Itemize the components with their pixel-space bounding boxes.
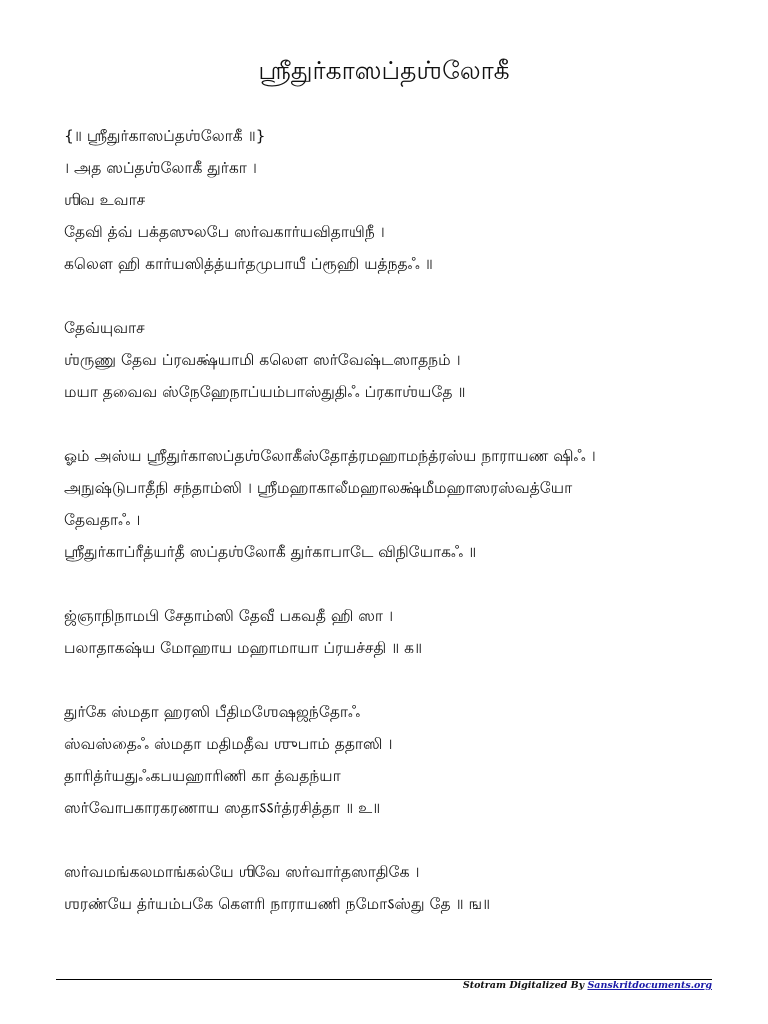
verse-line: {॥ ஶ்ரீதுர்காஸப்தஶ்லோகீ ॥} bbox=[64, 127, 266, 145]
verse-line: । அத ஸப்தஶ்லோகீ துர்கா । bbox=[64, 159, 257, 177]
verse-line: ஸர்வோபகாரகரணாய ஸதாऽऽர்த்ரசித்தா ॥ உ॥ bbox=[64, 799, 381, 817]
verse-line: பலாதாகஷ்ய மோஹாய மஹாமாயா ப்ரயச்சதி ॥ க॥ bbox=[64, 639, 423, 657]
verse-line: ஶிவ உவாச bbox=[64, 191, 146, 209]
page-title: ஶ்ரீதுர்காஸப்தஶ்லோகீ bbox=[258, 56, 510, 85]
verse-line: ஶ்ருணு தேவ ப்ரவக்ஷ்யாமி கலௌ ஸர்வேஷ்டஸாதநம் । bbox=[64, 351, 461, 369]
stanza-verse-2 bbox=[64, 696, 728, 824]
stanza-verse-1 bbox=[64, 600, 728, 664]
verse-line: தேவ்யுவாச bbox=[64, 319, 145, 337]
verse-line: ஓம் அஸ்ய ஶ்ரீதுர்காஸப்தஶ்லோகீஸ்தோத்ரமஹாமந்த்ரஸ்ய நாராயண ஷிஃ । bbox=[64, 447, 596, 465]
verse-line: ஜ்ஞாநிநாமபி சேதாம்ஸி தேவீ பகவதீ ஹி ஸா । bbox=[64, 607, 394, 625]
stanza-verse-3 bbox=[64, 856, 728, 920]
verse-line: அநுஷ்டுபாதீநி சந்தாம்ஸி । ஶ்ரீமஹாகாலீமஹாலக்ஷ்மீமஹாஸரஸ்வத்யோ bbox=[64, 479, 573, 497]
verse-line: துர்கே ஸ்மதா ஹரஸி பீதிமஶேஷஜந்தோஃ bbox=[64, 703, 361, 721]
verse-line: தாரித்ர்யதுஃகபயஹாரிணி கா த்வதந்யா bbox=[64, 767, 341, 785]
stanza-devi-uvaacha bbox=[64, 312, 728, 408]
verse-line: கலௌ ஹி கார்யஸித்த்யர்தமுபாயீ ப்ரூஹி யத்நதஃ ॥ bbox=[64, 255, 433, 273]
verse-line: ஶரண்யே த்ர்யம்பகே கௌரி நாராயணி நமோऽஸ்து தே ॥ ங॥ bbox=[64, 895, 491, 913]
stanza-viniyoga bbox=[64, 440, 728, 568]
verse-line: ஸர்வமங்கலமாங்கல்யே ஶிவே ஸர்வார்தஸாதிகே । bbox=[64, 863, 420, 881]
verse-line: மயா தவைவ ஸ்நேஹேநாப்யம்பாஸ்துதிஃ ப்ரகாஶ்யதே ॥ bbox=[64, 383, 466, 401]
stotram-body bbox=[64, 120, 728, 952]
verse-line: ஶ்ரீதுர்காப்ரீத்யர்தீ ஸப்தஶ்லோகீ துர்காபாடே விநியோகஃ ॥ bbox=[64, 543, 477, 561]
verse-line: தேவி த்வ் பக்தஸுலபே ஸர்வகார்யவிதாயிநீ । bbox=[64, 223, 385, 241]
sanskritdocuments-link[interactable]: Sanskritdocuments.org bbox=[587, 980, 712, 991]
footer-prefix: Stotram Digitalized By bbox=[462, 980, 588, 991]
footer-credit bbox=[463, 980, 712, 992]
verse-line: தேவதாஃ । bbox=[64, 511, 141, 529]
verse-line: ஸ்வஸ்தைஃ ஸ்மதா மதிமதீவ ஶுபாம் ததாஸி । bbox=[64, 735, 393, 753]
stanza-intro bbox=[64, 120, 728, 280]
